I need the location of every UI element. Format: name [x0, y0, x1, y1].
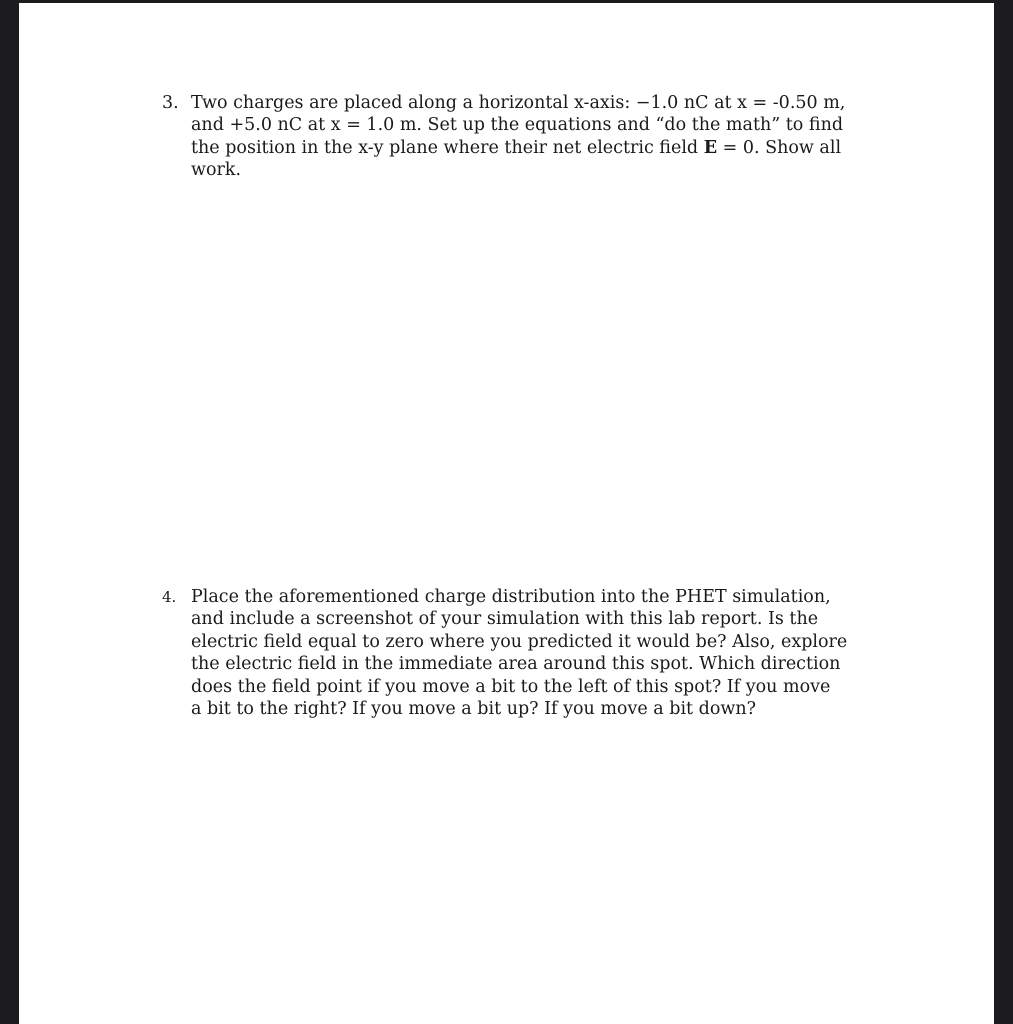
field-symbol: E: [703, 137, 718, 158]
text-line: the electric field in the immediate area around this spot. Which direction: [191, 654, 841, 675]
question-number: 4.: [162, 588, 177, 606]
text-line: [191, 137, 862, 159]
text-line: work.: [191, 160, 242, 181]
question-text: [191, 92, 862, 182]
question-4: [162, 586, 862, 720]
text-line: Two charges are placed along a horizontal x-axis: −1.0 nC at x = -0.50 m,: [191, 93, 846, 113]
text-line: electric field equal to zero where you predicted it would be? Also, explore: [191, 631, 848, 652]
text-line: Place the aforementioned charge distribution into the PHET simulation,: [191, 587, 831, 607]
question-3: [162, 92, 862, 182]
question-number: 3.: [162, 93, 179, 113]
document-page: [19, 3, 994, 1024]
text-segment: = 0. Show all: [717, 137, 842, 158]
text-line: does the field point if you move a bit to the left of this spot? If you move: [191, 676, 831, 697]
text-line: and include a screenshot of your simulation with this lab report. Is the: [191, 609, 819, 630]
text-line: a bit to the right? If you move a bit up? If you move a bit down?: [191, 699, 757, 720]
question-text: [191, 586, 862, 720]
text-line: and +5.0 nC at x = 1.0 m. Set up the equations and “do the math” to find: [191, 115, 844, 136]
text-segment: the position in the x-y plane where their net electric field: [191, 137, 704, 158]
